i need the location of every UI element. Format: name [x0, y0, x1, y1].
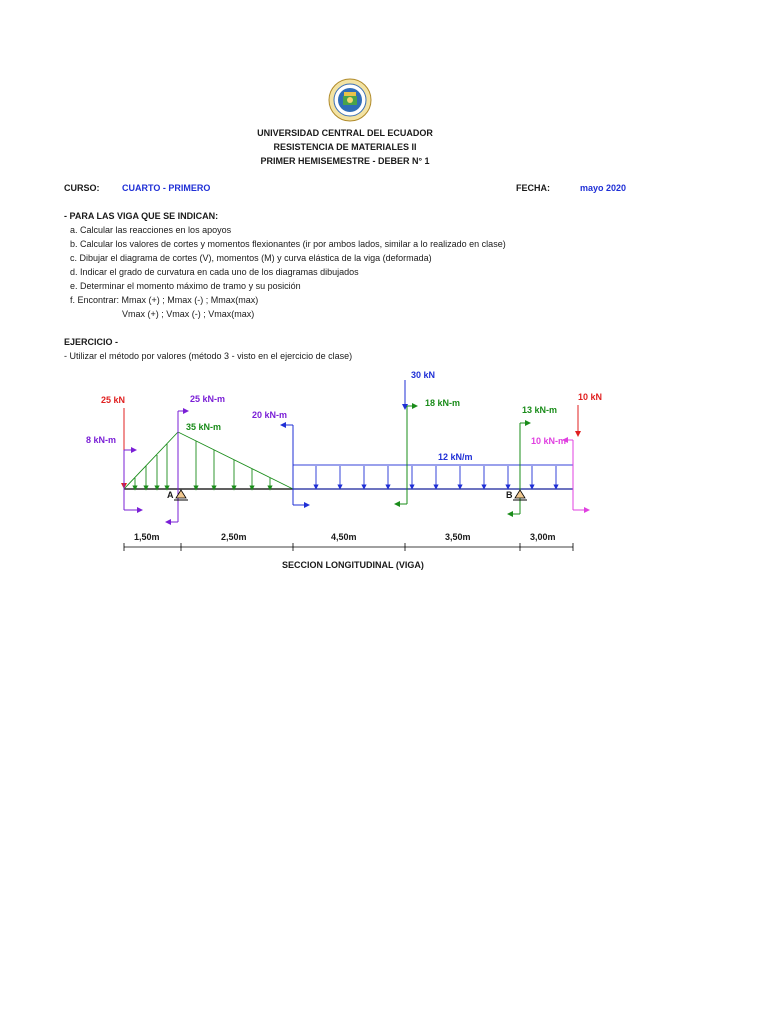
instruction-item: b. Calcular los valores de cortes y momentos flexionantes (ir por ambos lados, similar a lo realizado en clase) [70, 239, 506, 249]
course-title: RESISTENCIA DE MATERIALES II [273, 142, 417, 152]
university-title: UNIVERSIDAD CENTRAL DEL ECUADOR [257, 128, 433, 138]
triangular-load [124, 432, 293, 489]
instruction-item: Vmax (+) ; Vmax (-) ; Vmax(max) [122, 309, 255, 319]
instruction-item: f. Encontrar: Mmax (+) ; Mmax (-) ; Mmax(max) [70, 295, 259, 305]
support-a [174, 490, 188, 500]
support-a-label: A [167, 490, 174, 500]
instruction-item: a. Calcular las reacciones en los apoyos [70, 225, 232, 235]
label-30kn: 30 kN [411, 370, 436, 380]
instructions-title: - PARA LAS VIGA QUE SE INDICAN: [64, 211, 219, 221]
label-10kn: 10 kN [578, 392, 603, 402]
label-25knm: 25 kN-m [190, 394, 226, 404]
span-3: 4,50m [331, 532, 357, 542]
span-5: 3,00m [530, 532, 556, 542]
fecha-value: mayo 2020 [580, 183, 627, 193]
label-8knm: 8 kN-m [86, 435, 117, 445]
label-25kn: 25 kN [101, 395, 126, 405]
fecha-label: FECHA: [516, 183, 550, 193]
label-12knm: 12 kN/m [438, 452, 473, 462]
instruction-item: c. Dibujar el diagrama de cortes (V), momentos (M) y curva elástica de la viga (deformada) [70, 253, 432, 263]
span-2: 2,50m [221, 532, 247, 542]
label-10knm: 10 kN-m [531, 436, 567, 446]
span-1: 1,50m [134, 532, 160, 542]
moment-10knm [565, 440, 587, 510]
label-20knm: 20 kN-m [252, 410, 288, 420]
dimension-line [124, 543, 573, 551]
label-35knm: 35 kN-m [186, 422, 222, 432]
label-13knm: 13 kN-m [522, 405, 558, 415]
exercise-subtitle: - Utilizar el método por valores (método 3 - visto en el ejercicio de clase) [64, 351, 353, 361]
span-4: 3,50m [445, 532, 471, 542]
instruction-item: d. Indicar el grado de curvatura en cada uno de los diagramas dibujados [70, 267, 359, 277]
assignment-title: PRIMER HEMISEMESTRE - DEBER N° 1 [260, 156, 430, 166]
diagram-caption: SECCION LONGITUDINAL (VIGA) [282, 560, 424, 570]
support-b-label: B [506, 490, 513, 500]
exercise-title: EJERCICIO - [64, 337, 119, 347]
curso-value: CUARTO - PRIMERO [122, 183, 211, 193]
instruction-item: e. Determinar el momento máximo de tramo y su posición [70, 281, 301, 291]
curso-label: CURSO: [64, 183, 100, 193]
uniform-load [293, 465, 573, 489]
moment-25knm [168, 411, 186, 522]
label-18knm: 18 kN-m [425, 398, 461, 408]
